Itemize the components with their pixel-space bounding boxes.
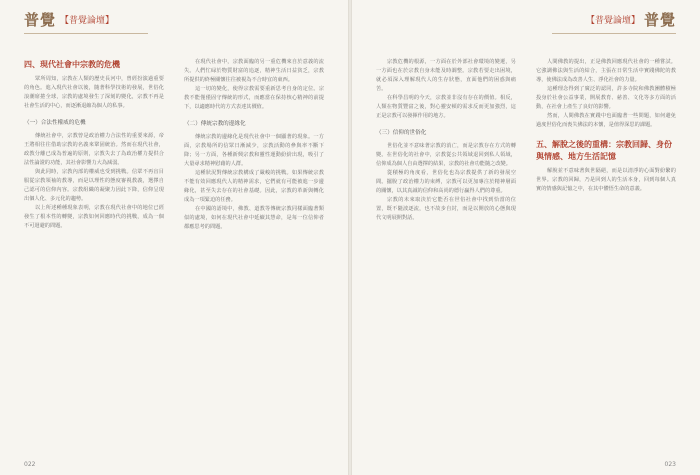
paragraph: 宗教的未來取決於它能否在世俗社會中找到恰當的位置，既不隨波逐流，也不故步自封，而是以開放的心態與現代文明展開對話。 [376, 197, 516, 221]
paragraph: 在現代社會中，宗教面臨的另一重危機來自於意義的流失。人們忙碌於物質財富的追逐，精神生活日益貧乏，宗教所提供的終極關懷往往被視為不合時宜的東西。 [184, 59, 324, 83]
paragraph: 解脫並不意味著與世隔絕，而是以清淨的心面對紛繁的世界。宗教的回歸，乃是回到人的生活本身，回到每個人真實的情感與記憶之中，在其中體悟生命的意義。 [536, 168, 676, 192]
subsection-heading: （三）信仰的世俗化 [376, 130, 427, 136]
paragraph: 傳統宗教的邊緣化是現代社會中一個顯著的現象。一方面，宗教場所的信眾日漸減少，宗教活動的參與率不斷下降；另一方面，各種新興宗教和靈性運動紛紛出現，吸引了大量尋求精神慰藉的人群。 [184, 134, 324, 167]
left-column-2 [184, 58, 324, 232]
left-column-1 [24, 58, 164, 231]
page-number: 022 [24, 461, 36, 468]
paragraph: 這種理念得到了廣泛的認同，許多寺院和佛教團體積極投身於社會公益事業，開展教育、慈善、文化等多方面的活動，在社會上產生了良好的影響。 [536, 86, 676, 110]
paragraph: 眾所周知，宗教在人類的歷史長河中，曾經扮演過重要的角色。進入現代社會以後，隨著科學技術的發展，世俗化浪潮席捲全球，宗教的處境發生了深刻的變化，宗教不再是社會生活的中心，而逐漸退縮為個人的私事。 [24, 76, 164, 109]
left-page [0, 0, 348, 475]
right-column-2 [536, 58, 676, 194]
right-page [352, 0, 700, 475]
paragraph: 這種狀況對傳統宗教構成了嚴峻的挑戰。如果傳統宗教不能有效回應現代人的精神需求，它們就有可能被進一步邊緣化，甚至失去存在的社會基礎。因此，宗教的革新與轉化成為一項緊迫的任務。 [184, 170, 324, 203]
column-name: 【普覺論壇】 [60, 15, 115, 26]
section-heading: 四、現代社會中宗教的危機 [24, 59, 120, 69]
paragraph: 這一切的變化，使得宗教需要重新思考自身的定位。宗教不能僅僅固守傳統的形式，而應當在保持核心精神的前提下，以適應時代的方式表達其價值。 [184, 86, 324, 110]
page-number: 023 [664, 461, 676, 468]
subsection-heading: （二）傳統宗教的邊緣化 [184, 121, 246, 127]
paragraph: 從積極的角度看，世俗化也為宗教提供了新的發展空間。擺脫了政治權力的束縛，宗教可以更加專注於精神層面的關懷，以其真誠的信仰和高尚的德行贏得人們的尊重。 [376, 170, 516, 194]
paragraph: 宗教危機的根源，一方面在於外部社會環境的變遷，另一方面也在於宗教自身未能及時調整。宗教若要走出困境，就必須深入理解現代人的生存狀態，直面他們的困惑與痛苦。 [376, 59, 516, 92]
subsection-heading: （一）合法性權威的危機 [24, 120, 86, 126]
header-rule [552, 33, 676, 34]
publication-logo: 普覺 [24, 10, 57, 29]
paragraph: 人間佛教的提出，正是佛教回應現代社會的一種嘗試。它強調佛法與生活的結合，主張在日常生活中實踐佛陀的教導，使佛法成為改善人生、淨化社會的力量。 [536, 59, 676, 83]
paragraph: 以上所述種種現象表明，宗教在現代社會中的地位已經發生了根本性的轉變，宗教如何回應時代的挑戰，成為一個不可迴避的問題。 [24, 205, 164, 229]
paragraph: 世俗化並不意味著宗教的消亡，而是宗教存在方式的轉變。在世俗化的社會中，宗教從公共領域退回到私人領域，信仰成為個人自由選擇的結果，宗教的社會功能隨之改變。 [376, 143, 516, 167]
paragraph: 在中國的語境中，佛教、道教等傳統宗教同樣面臨著類似的處境，如何在現代社會中延續其慧命，是每一位信仰者都應思考的問題。 [184, 206, 324, 230]
section-heading: 五、解脫之後的重構：宗教回歸、身份與情感、地方生活記憶 [536, 139, 672, 161]
right-column-1 [376, 58, 516, 223]
right-page-header [582, 8, 676, 30]
paragraph: 在科學昌明的今天，宗教並非沒有存在的價值。相反，人類在物質豐富之後，對心靈安頓的需求反而更加強烈，這正是宗教可以發揮作用的地方。 [376, 95, 516, 119]
paragraph: 傳統社會中，宗教曾是政治權力合法性的重要來源，帝王將相往往借助宗教的名義來鞏固統治。然而在現代社會，政教分離已成為普遍的原則，宗教失去了為政治權力提供合法性論證的功能，其社會影響力大為減弱。 [24, 133, 164, 166]
publication-logo: 普覺 [643, 10, 676, 29]
paragraph: 與此同時，宗教內部的權威也受到挑戰。信眾不再盲目服從宗教領袖的教導，而是以理性的態度審視教義，選擇自己認可的信仰內容。宗教組織的凝聚力因此下降，信仰呈現出個人化、多元化的趨勢。 [24, 169, 164, 202]
column-name: 【普覺論壇】 [585, 15, 640, 26]
left-page-header [24, 8, 118, 30]
paragraph: 然而，人間佛教在實踐中也面臨著一些問題，如何避免過度世俗化而喪失佛法的本懷，是值得深思的課題。 [536, 113, 676, 128]
header-rule [24, 33, 148, 34]
